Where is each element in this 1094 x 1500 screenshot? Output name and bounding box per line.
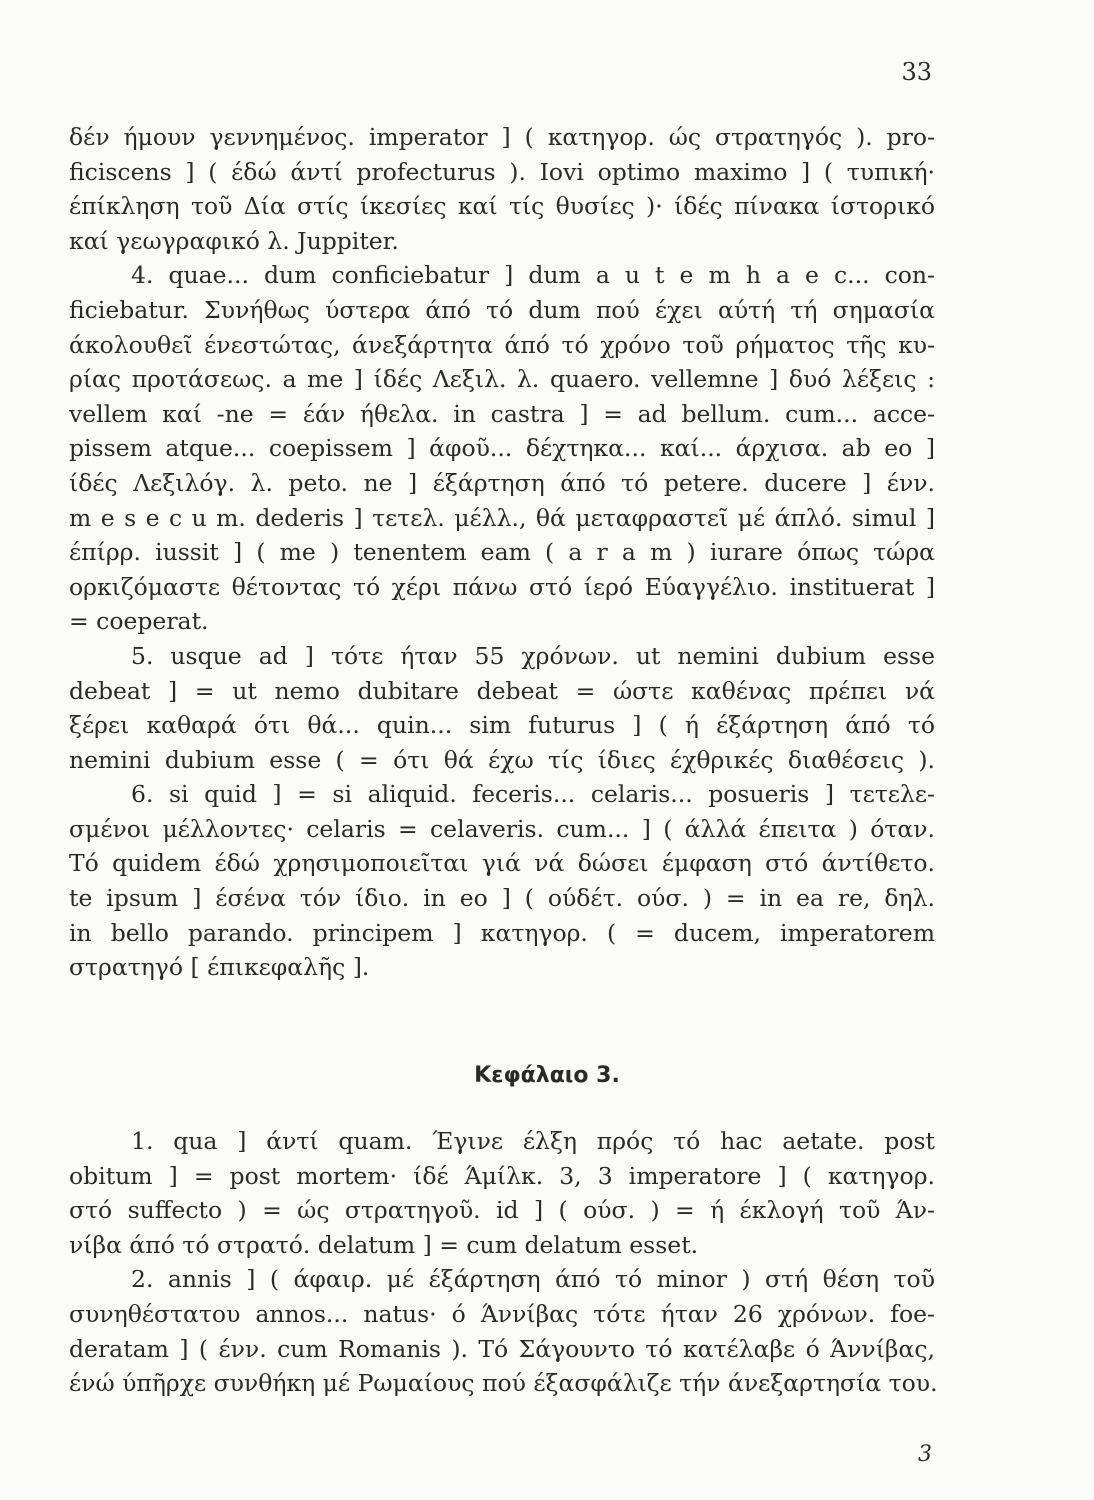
text-line: στρατηγό [ έπικεφαλῆς ]. (69, 953, 370, 982)
text-line: έπίκληση τοῦ Δία στίς ίκεσίες καί τίς θυσίες )· ίδές πίνακα ίστορικό (69, 192, 935, 221)
text-line: ξέρει καθαρά ότι θά... quin... sim futurus ] ( ή έξάρτηση άπό τό (69, 711, 935, 740)
text-line: ficiscens ] ( έδώ άντί profecturus ). Iovi optimo maximo ] ( τυπική· (69, 157, 935, 186)
text-line: 6. si quid ] = si aliquid. feceris... celaris... posueris ] τετελε- (131, 780, 935, 809)
text-line: δέν ήμουν γεννημένος. imperator ] ( κατηγορ. ώς στρατηγός ). pro- (69, 123, 935, 151)
text-line: ρίας προτάσεως. a me ] ίδές Λεξιλ. λ. quaero. vellemne ] δυό λέξεις : (69, 365, 935, 394)
text-line: νίβα άπό τό στρατό. delatum ] = cum delatum esset. (69, 1230, 699, 1259)
text-line: ορκιζόμαστε θέτοντας τό χέρι πάνω στό ίερό Εύαγγέλιο. instituerat ] (69, 572, 935, 601)
text-line: καί γεωγραφικό λ. Juppiter. (69, 226, 399, 255)
text-line: ένώ ύπῆρχε συνθήκη μέ Ρωμαίους πού έξασφάλιζε τήν άνεξαρτησία του. (69, 1369, 938, 1398)
text-line: 5. usque ad ] τότε ήταν 55 χρόνων. ut nemini dubium esse (131, 641, 935, 670)
text-line: nemini dubium esse ( = ότι θά έχω τίς ίδιες έχθρικές διαθέσεις ). (69, 745, 935, 774)
text-line: pissem atque... coepissem ] άφοῦ... δέχτηκα... καί... άρχισα. ab eo ] (69, 434, 935, 463)
text-line: m e s e c u m. dederis ] τετελ. μέλλ., θά μεταφραστεῖ μέ άπλό. simul ] (69, 503, 935, 532)
text-line: debeat ] = ut nemo dubitare debeat = ώστε καθένας πρέπει νά (69, 676, 935, 705)
text-line: ficiebatur. Συνήθως ύστερα άπό τό dum πού έχει αύτή τή σημασία (69, 295, 935, 324)
text-line: deratam ] ( ένν. cum Romanis ). Τό Σάγουντο τό κατέλαβε ό Άννίβας, (69, 1334, 935, 1363)
text-line: te ipsum ] έσένα τόν ίδιο. in eo ] ( ούδέτ. ούσ. ) = in ea re, δηλ. (69, 884, 935, 913)
text-line: in bello parando. principem ] κατηγορ. ( = ducem, imperatorem (69, 918, 935, 947)
text-line: 2. annis ] ( άφαιρ. μέ έξάρτηση άπό τό minor ) στή θέση τοῦ (131, 1265, 935, 1294)
text-line: obitum ] = post mortem· ίδέ Άμίλκ. 3, 3 imperatore ] ( κατηγορ. (69, 1161, 935, 1190)
commentary-body (69, 120, 935, 985)
text-line: vellem καί -ne = έάν ήθελα. in castra ] = ad bellum. cum... acce- (69, 399, 935, 428)
text-line: = coeperat. (69, 607, 209, 636)
text-line: 1. qua ] άντί quam. Έγινε έλξη πρός τό hac aetate. post (131, 1127, 935, 1155)
text-line: συνηθέστατου annos... natus· ό Άννίβας τότε ήταν 26 χρόνων. foe- (69, 1299, 935, 1328)
text-line: έπίρρ. iussit ] ( me ) tenentem eam ( a r a m ) iurare όπως τώρα (69, 538, 935, 567)
signature-mark: 3 (918, 1442, 932, 1467)
section-heading: Κεφάλαιο 3. (474, 1063, 620, 1088)
page-number: 33 (901, 58, 932, 86)
text-line: στό suffecto ) = ώς στρατηγοῦ. id ] ( ούσ. ) = ή έκλογή τοῦ Άν- (69, 1196, 935, 1225)
text-line: σμένοι μέλλοντες· celaris = celaveris. cum... ] ( άλλά έπειτα ) όταν. (69, 814, 935, 843)
commentary-body-chapter-3 (69, 1124, 938, 1401)
text-line: Τό quidem έδώ χρησιμοποιεῖται γιά νά δώσει έμφαση στό άντίθετο. (69, 849, 935, 878)
text-line: άκολουθεῖ ένεστώτας, άνεξάρτητα άπό τό χρόνο τοῦ ρήματος τῆς κυ- (69, 330, 935, 359)
text-line: 4. quae... dum conficiebatur ] dum a u t e m h a e c... con- (131, 261, 935, 290)
text-line: ίδές Λεξιλόγ. λ. peto. ne ] έξάρτηση άπό τό petere. ducere ] ένν. (69, 468, 935, 497)
